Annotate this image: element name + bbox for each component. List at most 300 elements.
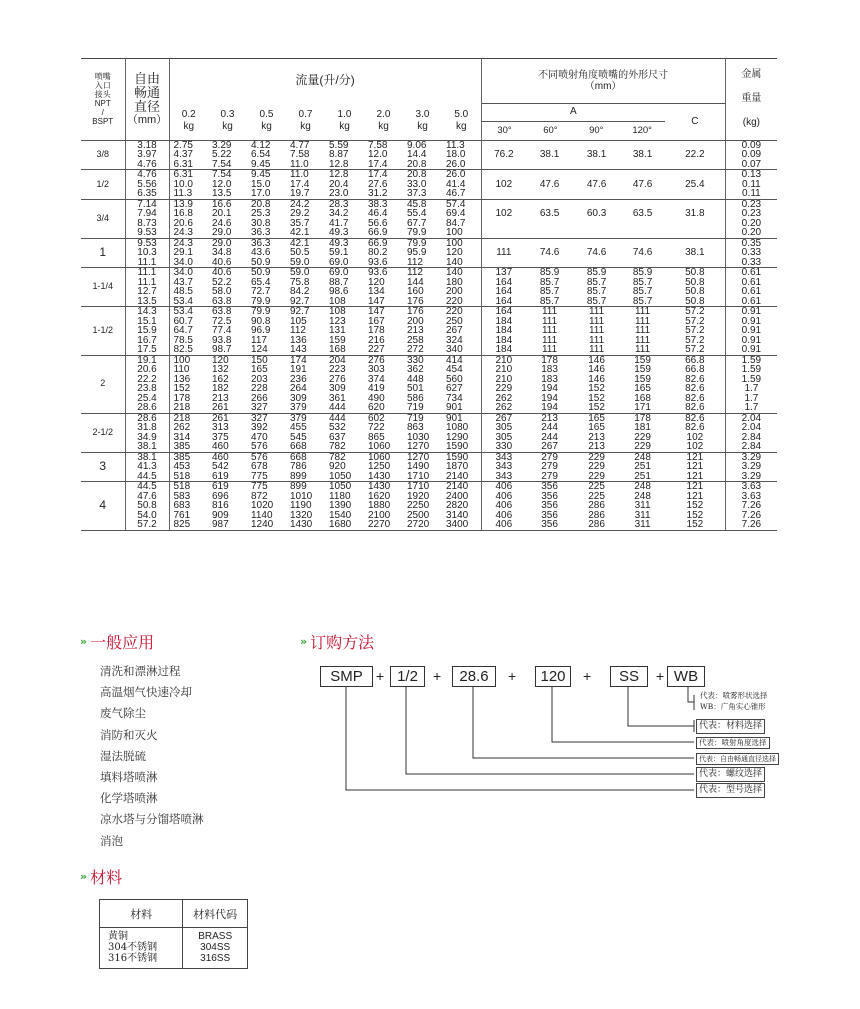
flow-cell: 13.5	[208, 189, 247, 199]
angle-dimension-cell: 406	[495, 509, 513, 521]
weight-cell: 1.7	[744, 392, 759, 404]
order-label-spray-wb: WB：广角实心锥形	[700, 702, 766, 711]
c-dimension-cell: 82.6	[665, 384, 725, 394]
table-row	[81, 520, 777, 530]
flow-cell: 30.8	[251, 217, 271, 229]
angle-dimension-cell: 406	[495, 481, 513, 492]
flow-cell: 9.45	[247, 160, 286, 170]
flow-cell: 19.7	[286, 189, 325, 199]
flow-cell: 8.87	[329, 149, 349, 160]
bore-diameter-cell: 38.1	[125, 442, 169, 452]
angle-dimension-cell: 194	[541, 383, 558, 394]
angle-dimension-cell: 262	[481, 403, 526, 413]
flow-cell: 75.8	[290, 276, 310, 288]
bore-diameter-cell: 9.53	[125, 228, 169, 238]
flow-cell: 3.29	[212, 139, 232, 151]
flow-cell: 2500	[407, 509, 430, 521]
ordering-diagram	[300, 650, 800, 810]
arrow-icon: »	[300, 635, 307, 648]
flow-cell: 583	[173, 490, 191, 502]
bore-diameter-cell: 57.2	[125, 520, 169, 530]
flow-cell: 470	[251, 431, 268, 443]
order-plus: +	[508, 668, 517, 684]
angle-dimension-cell	[573, 258, 620, 268]
angle-dimension-cell: 181	[634, 422, 651, 433]
bore-diameter-cell: 3.18	[125, 140, 169, 150]
flow-cell: 1430	[286, 520, 325, 530]
flow-cell: 734	[442, 394, 481, 404]
flow-cell: 16.6	[212, 198, 232, 210]
flow-cell: 385	[169, 442, 208, 452]
angle-dimension-cell: 47.6	[586, 178, 607, 190]
flow-cell: 683	[173, 500, 191, 511]
flow-cell: 17.0	[247, 189, 286, 199]
flow-cell: 58.0	[212, 286, 232, 297]
flow-cell: 216	[368, 334, 385, 346]
pressure-header	[208, 103, 247, 140]
flow-cell: 637	[329, 431, 346, 443]
flow-cell: 64.7	[173, 325, 193, 336]
flow-cell: 5.59	[329, 139, 349, 151]
c-dimension-cell: 82.6	[665, 413, 725, 423]
flow-cell: 13.9	[173, 198, 193, 210]
flow-cell: 266	[251, 392, 268, 404]
angle-dimension-cell: 85.7	[573, 297, 620, 307]
weight-cell: 3.63	[741, 481, 762, 492]
flow-cell: 1060	[364, 442, 403, 452]
pressure-header	[286, 103, 325, 140]
flow-cell: 123	[329, 315, 346, 327]
flow-cell: 136	[290, 334, 307, 346]
flow-cell: 108	[325, 297, 364, 307]
bore-diameter-cell: 9.53	[125, 238, 169, 248]
weight-cell: 0.91	[741, 315, 762, 327]
flow-cell: 24.2	[290, 198, 310, 210]
angle-dimension-cell: 248	[634, 481, 651, 492]
flow-cell: 112	[407, 267, 423, 278]
flow-cell: 168	[325, 345, 364, 355]
c-dimension-cell: 152	[665, 511, 725, 521]
bore-diameter-cell: 28.6	[125, 413, 169, 423]
flow-cell: 160	[407, 286, 424, 297]
flow-cell: 227	[364, 345, 403, 355]
flow-cell: 78.5	[173, 334, 193, 346]
flow-cell: 93.6	[368, 267, 388, 278]
flow-cell: 1490	[407, 461, 430, 472]
flow-cell: 180	[442, 278, 481, 288]
c-dimension-cell: 102	[665, 433, 725, 443]
flow-cell: 50.9	[247, 258, 286, 268]
weight-cell: 0.09	[741, 149, 762, 160]
flow-cell: 45.8	[407, 198, 427, 210]
flow-cell: 6.54	[251, 149, 271, 160]
angle-dimension-cell: 229	[573, 472, 620, 482]
flow-cell: 1140	[251, 509, 273, 521]
angle-dimension-cell: 111	[541, 306, 558, 317]
flow-cell: 375	[212, 431, 229, 443]
angle-dimension-cell: 111	[620, 345, 665, 355]
flow-cell: 1270	[403, 442, 442, 452]
angle-dimension-cell: 111	[634, 325, 651, 336]
flow-cell: 95.9	[407, 247, 427, 258]
pressure-unit: kg	[222, 121, 233, 133]
angle-dimension-cell: 248	[634, 451, 651, 463]
angle-dimension-cell	[620, 219, 665, 229]
angle-dimension-cell: 251	[634, 461, 651, 472]
c-dimension-cell: 57.2	[665, 307, 725, 317]
flow-cell: 28.3	[329, 198, 349, 210]
weight-cell: 0.20	[741, 217, 762, 229]
flow-cell: 1060	[368, 451, 391, 463]
weight-cell: 1.59	[741, 373, 762, 385]
angle-dimension-cell: 111	[588, 315, 605, 327]
angle-dimension-cell	[620, 189, 665, 199]
bore-diameter-cell: 28.6	[125, 403, 169, 413]
c-dimension-cell: 57.2	[665, 317, 725, 327]
angle-dimension-cell: 356	[541, 500, 558, 511]
flow-cell: 29.0	[212, 237, 232, 249]
order-label-angle: 代表：喷射角度选择	[696, 737, 770, 749]
flow-cell: 59.0	[290, 267, 310, 278]
flow-cell: 59.0	[286, 258, 325, 268]
flow-cell: 264	[290, 383, 307, 394]
flow-cell: 41.7	[329, 217, 349, 229]
weight-cell: 7.26	[741, 509, 762, 521]
angle-dimension-cell: 146	[588, 364, 605, 375]
flow-cell: 66.9	[364, 228, 403, 238]
weight-cell: 3.29	[741, 451, 762, 463]
flow-cell: 825	[169, 520, 208, 530]
flow-cell: 1880	[368, 500, 391, 511]
angle-dimension-cell: 330	[481, 442, 526, 452]
order-label-model: 代表：型号选择	[696, 783, 765, 798]
bore-diameter-cell: 4.76	[125, 160, 169, 170]
flow-cell: 4.77	[290, 139, 310, 151]
material-code: BRASS	[198, 931, 233, 942]
bore-header-line2: 畅通	[133, 85, 160, 101]
flow-cell: 52.2	[212, 276, 232, 288]
angle-dimension-cell	[481, 228, 526, 238]
flow-cell: 901	[442, 413, 481, 423]
flow-cell: 79.9	[251, 306, 271, 317]
flow-cell: 29.2	[290, 208, 310, 219]
flow-cell: 40.6	[208, 258, 247, 268]
angle-dimension-cell: 248	[634, 490, 651, 502]
flow-cell: 1590	[442, 442, 481, 452]
c-dimension-cell: 57.2	[665, 345, 725, 355]
angle-dimension-cell: 111	[526, 345, 573, 355]
flow-cell: 140	[442, 268, 481, 278]
weight-cell: 0.91	[741, 306, 762, 317]
angle-dimension-cell: 183	[541, 373, 558, 385]
flow-cell: 29.1	[173, 247, 193, 258]
materials-codes-cell	[183, 928, 248, 969]
pressure-header	[403, 103, 442, 140]
flow-cell: 1250	[368, 461, 391, 472]
inlet-size-cell: 3/8	[81, 140, 125, 170]
flow-cell: 63.8	[208, 297, 247, 307]
pressure-value: 3.0	[415, 109, 430, 121]
order-label-material: 代表：材料选择	[696, 719, 765, 734]
flow-header: 流量(升/分)	[169, 59, 481, 104]
flow-cell: 276	[329, 373, 346, 385]
angle-dimension-cell: 168	[634, 392, 651, 404]
applications-title	[80, 630, 154, 653]
flow-cell: 11.3	[169, 189, 208, 199]
flow-cell: 25.3	[251, 208, 271, 219]
angle-header-value: 120°	[632, 124, 652, 136]
flow-cell: 165	[251, 364, 268, 375]
flow-cell: 865	[368, 431, 385, 443]
flow-cell: 901	[442, 403, 481, 413]
angle-dimension-cell: 311	[620, 520, 665, 530]
weight-cell: 7.26	[725, 520, 777, 530]
pressure-value: 0.2	[181, 109, 196, 121]
flow-cell: 136	[173, 373, 191, 385]
application-item: 高温烟气快速冷却	[100, 685, 192, 700]
flow-cell: 10.0	[173, 178, 193, 190]
flow-cell: 162	[212, 373, 229, 385]
flow-cell: 40.6	[212, 267, 232, 278]
inlet-header-line: BSPT	[92, 117, 114, 127]
flow-cell: 816	[212, 500, 229, 511]
flow-cell: 722	[368, 422, 385, 433]
c-dimension-cell: 57.2	[665, 326, 725, 336]
angle-dimension-cell	[526, 228, 573, 238]
flow-cell: 218	[169, 403, 208, 413]
flow-cell: 379	[290, 412, 307, 424]
weight-cell: 1.59	[741, 364, 762, 375]
flow-cell: 1590	[442, 452, 481, 462]
angle-dimension-cell: 152	[588, 383, 605, 394]
weight-header-line1: 金属	[741, 69, 762, 81]
flow-cell: 7.54	[208, 160, 247, 170]
angle-dimension-cell	[620, 258, 665, 268]
order-label-spray: 代表：喷雾形状选择	[700, 691, 768, 700]
angle-dimension-cell: 213	[541, 412, 558, 424]
bore-diameter-cell: 13.5	[125, 297, 169, 307]
angle-dimension-cell: 85.9	[586, 267, 607, 278]
flow-cell: 200	[407, 315, 424, 327]
angle-dimension-cell: 111	[541, 334, 558, 346]
flow-cell: 362	[407, 364, 424, 375]
flow-cell: 92.7	[286, 297, 325, 307]
flow-cell: 49.3	[329, 237, 349, 249]
flow-cell: 79.9	[407, 237, 427, 249]
c-dimension-cell: 152	[665, 520, 725, 530]
spec-table	[81, 58, 777, 531]
weight-cell: 0.07	[725, 160, 777, 170]
flow-cell: 20.4	[329, 178, 349, 190]
flow-cell: 98.7	[208, 345, 247, 355]
angle-dimension-cell: 183	[541, 364, 558, 375]
weight-cell: 2.84	[741, 431, 762, 443]
flow-cell: 627	[442, 384, 481, 394]
angle-dimension-cell: 286	[588, 500, 605, 511]
order-code-model: SMP	[320, 666, 373, 687]
angle-dimension-cell: 267	[526, 442, 573, 452]
materials-title	[80, 865, 122, 888]
angle-dimension-cell	[526, 160, 573, 170]
flow-cell: 48.5	[173, 286, 193, 297]
flow-cell: 43.6	[251, 247, 271, 258]
flow-cell: 90.8	[251, 315, 271, 327]
pressure-header	[247, 103, 286, 140]
angle-dimension-cell: 111	[588, 334, 605, 346]
c-dimension-cell: 152	[665, 501, 725, 511]
angle-dimension-cell: 210	[495, 364, 513, 375]
inlet-size-cell: 2-1/2	[81, 413, 125, 452]
angle-dimension-cell: 311	[634, 500, 651, 511]
flow-cell: 98.6	[329, 286, 349, 297]
flow-cell: 134	[368, 286, 385, 297]
flow-cell: 223	[329, 364, 346, 375]
pressure-value: 0.5	[259, 109, 274, 121]
flow-cell: 236	[290, 373, 307, 385]
flow-cell: 3140	[442, 511, 481, 521]
inlet-header-line: 喷嘴	[94, 72, 111, 82]
inlet-header-line: 接头	[94, 90, 111, 100]
flow-cell: 84.7	[442, 219, 481, 229]
order-code-spray: WB	[667, 666, 705, 687]
angle-dimension-cell: 111	[634, 315, 651, 327]
flow-cell: 576	[247, 442, 286, 452]
flow-cell: 143	[286, 345, 325, 355]
flow-cell: 213	[407, 325, 424, 336]
order-code-angle: 120	[535, 666, 571, 687]
angle-dimension-cell: 251	[620, 472, 665, 482]
pressure-header	[442, 103, 481, 140]
angle-dimension-cell	[620, 228, 665, 238]
angle-dimension-cell: 305	[495, 431, 513, 443]
flow-cell: 34.2	[329, 208, 349, 219]
c-dimension-cell: 121	[665, 462, 725, 472]
dims-header-line1: 不同喷射角度喷嘴的外形尺寸	[538, 69, 669, 81]
flow-cell: 131	[329, 325, 346, 336]
flow-cell: 1190	[290, 500, 312, 511]
flow-cell: 719	[403, 403, 442, 413]
flow-cell: 1390	[329, 500, 352, 511]
c-dimension-cell: 50.8	[665, 268, 725, 278]
angle-dimension-cell	[573, 228, 620, 238]
flow-cell: 53.4	[169, 297, 208, 307]
bore-diameter-cell: 11.1	[125, 268, 169, 278]
inlet-size-cell: 3	[81, 452, 125, 482]
flow-cell: 72.5	[212, 315, 232, 327]
flow-cell: 11.0	[290, 169, 309, 180]
weight-cell: 0.23	[741, 208, 762, 219]
flow-cell: 12.8	[329, 169, 349, 180]
angle-dimension-cell: 146	[588, 354, 605, 366]
angle-dimension-cell: 286	[573, 520, 620, 530]
angle-dimension-cell	[573, 160, 620, 170]
c-dimension-cell	[665, 189, 725, 199]
angle-dimension-cell: 406	[495, 490, 513, 502]
flow-cell: 330	[407, 354, 424, 366]
flow-cell: 786	[290, 461, 307, 472]
angle-dimension-cell: 152	[573, 403, 620, 413]
pressure-unit: kg	[417, 121, 428, 133]
flow-cell: 11.3	[442, 140, 481, 150]
flow-cell: 7.58	[368, 139, 388, 151]
flow-cell: 167	[368, 315, 385, 327]
angle-dimension-cell	[481, 258, 526, 268]
flow-cell: 7.54	[212, 169, 232, 180]
c-dimension-cell: 102	[665, 442, 725, 452]
table-row	[81, 189, 777, 199]
flow-cell: 200	[442, 287, 481, 297]
flow-cell: 9.06	[407, 139, 427, 151]
angle-dimension-cell: 85.7	[632, 276, 653, 288]
flow-cell: 1080	[442, 423, 481, 433]
table-row	[81, 160, 777, 170]
applications-list	[100, 664, 204, 855]
flow-cell: 50.5	[290, 247, 310, 258]
flow-cell: 110	[173, 364, 190, 375]
flow-cell: 361	[329, 392, 346, 404]
order-code-bore: 28.6	[452, 666, 496, 687]
flow-cell: 2140	[442, 482, 481, 492]
flow-cell: 159	[329, 334, 346, 346]
angle-dimension-cell: 184	[495, 325, 513, 336]
weight-cell: 0.11	[725, 189, 777, 199]
angle-dimension-cell	[526, 258, 573, 268]
angle-dimension-cell: 184	[481, 345, 526, 355]
flow-cell: 775	[251, 481, 268, 492]
angle-dimension-cell	[481, 189, 526, 199]
angle-dimension-cell: 229	[588, 461, 605, 472]
materials-table	[99, 899, 248, 969]
flow-cell: 414	[442, 355, 481, 365]
flow-cell: 668	[290, 451, 307, 463]
weight-cell: 3.29	[741, 461, 762, 472]
flow-cell: 88.7	[329, 276, 349, 288]
angle-dimension-cell: 159	[634, 373, 651, 385]
application-item: 凉水塔与分馏塔喷淋	[100, 812, 204, 827]
flow-cell: 518	[169, 472, 208, 482]
angle-dimension-cell: 63.5	[539, 208, 560, 219]
flow-cell: 15.0	[251, 178, 271, 190]
bore-diameter-cell: 19.1	[125, 355, 169, 365]
flow-cell: 204	[329, 354, 346, 366]
order-code-thread: 1/2	[390, 666, 425, 687]
flow-cell: 1050	[325, 472, 364, 482]
angle-dimension-cell: 111	[634, 334, 651, 346]
c-dimension-cell: 31.8	[665, 209, 725, 219]
angle-dimension-cell	[573, 189, 620, 199]
flow-cell: 775	[247, 472, 286, 482]
bore-diameter-cell: 16.7	[125, 336, 169, 346]
flow-cell: 20.6	[173, 217, 193, 229]
flow-cell: 108	[329, 306, 346, 317]
flow-cell: 79.9	[403, 228, 442, 238]
flow-cell: 220	[442, 297, 481, 307]
flow-cell: 220	[442, 307, 481, 317]
flow-cell: 1620	[368, 490, 391, 502]
flow-cell: 1430	[364, 472, 403, 482]
weight-cell: 3.29	[725, 472, 777, 482]
angle-dimension-cell	[481, 219, 526, 229]
materials-names-cell	[100, 928, 183, 969]
flow-cell: 176	[403, 297, 442, 307]
flow-cell: 9.45	[251, 169, 271, 180]
weight-cell: 0.61	[741, 267, 762, 278]
flow-cell: 1710	[403, 472, 442, 482]
c-dimension-cell	[665, 228, 725, 238]
angle-dimension-cell: 213	[573, 442, 620, 452]
flow-cell: 1920	[407, 490, 430, 502]
weight-cell: 0.91	[741, 325, 762, 336]
